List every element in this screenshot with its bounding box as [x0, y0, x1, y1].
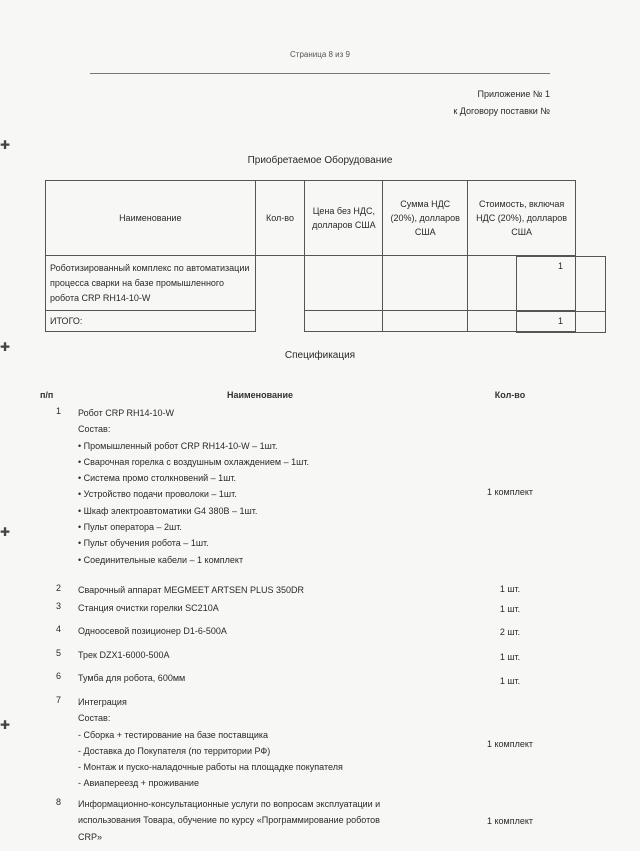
table-header-row: [46, 181, 576, 256]
col-header-name: Наименование: [46, 181, 256, 256]
spec-composition-label: Состав:: [78, 713, 111, 724]
spec-item-qty: 1 комплект: [486, 816, 534, 826]
header-divider: [90, 73, 550, 74]
cell-qty: 1: [516, 256, 606, 312]
spec-component: • Шкаф электроавтоматики G4 380В – 1шт.: [78, 505, 258, 516]
col-header-qty: Кол-во: [255, 181, 305, 256]
col-header-total: Стоимость, включая НДС (20%), долларов США: [468, 181, 576, 256]
spec-item-number: 2: [56, 583, 62, 593]
spec-item-number: 7: [56, 695, 62, 705]
specification-title: Спецификация: [284, 350, 356, 361]
spec-component: • Устройство подачи проволоки – 1шт.: [78, 489, 237, 500]
spec-col-qty-header: Кол-во: [494, 390, 526, 400]
total-empty-cell: [383, 311, 468, 332]
spec-item-qty: 1 шт.: [499, 652, 521, 662]
spec-component: • Соединительные кабели – 1 комплект: [78, 554, 244, 565]
spec-col-name-header: Наименование: [226, 390, 294, 400]
spec-item-name: Тумба для робота, 600мм: [78, 673, 186, 683]
spec-item-name: Станция очистки горелки SC210A: [78, 603, 219, 613]
appendix-contract-ref: к Договору поставки №: [453, 106, 550, 116]
binding-hole-mark: ✚: [0, 718, 11, 732]
spec-component: • Сварочная горелка с воздушным охлаждением – 1шт.: [78, 456, 309, 467]
col-header-price: Цена без НДС, долларов США: [305, 181, 383, 256]
spec-col-num-header: п/п: [40, 390, 54, 400]
spec-component: - Доставка до Покупателя (по территории РФ): [78, 745, 271, 756]
spec-component: • Пульт оператора – 2шт.: [78, 522, 182, 533]
spec-item-qty: 1 комплект: [486, 487, 534, 497]
spec-component: - Авиапереезд + проживание: [78, 778, 199, 789]
spec-item-qty: 1 комплект: [486, 739, 534, 749]
spec-item-qty: 1 шт.: [499, 584, 521, 594]
total-label: ИТОГО:: [46, 311, 256, 332]
spec-item-1: [78, 405, 309, 568]
spec-item-number: 6: [56, 671, 62, 681]
table-row: [46, 256, 576, 311]
spec-component: • Промышленный робот CRP RH14-10-W – 1шт.: [78, 440, 278, 451]
equipment-table: [45, 180, 576, 332]
appendix-block: [453, 86, 550, 120]
spec-item-name: Интеграция: [78, 697, 127, 707]
spec-component: • Система промо столкновений – 1шт.: [78, 473, 237, 484]
cell-vat: [383, 256, 468, 311]
cell-price: [305, 256, 383, 311]
spec-item-name: Робот CRP RH14-10-W: [78, 408, 175, 418]
spec-item-name: Сварочный аппарат MEGMEET ARTSEN PLUS 350DR: [78, 585, 305, 595]
total-empty-cell: [305, 311, 383, 332]
cell-name: Роботизированный комплекс по автоматизации процесса сварки на базе промышленного робота CRP RH14-10-W: [46, 256, 256, 311]
spec-item-7: [78, 694, 343, 792]
spec-item-name-line: Информационно-консультационные услуги по вопросам эксплуатации и: [78, 799, 381, 809]
spec-item-name-line: CRP»: [78, 831, 103, 842]
spec-item-number: 8: [56, 797, 62, 807]
spec-item-number: 4: [56, 624, 62, 634]
spec-item-name-line: использования Товара, обучение по курсу «Программирование роботов: [78, 815, 380, 826]
page-number: Страница 8 из 9: [290, 50, 350, 59]
spec-item-number: 5: [56, 648, 62, 658]
spec-item-8: [78, 796, 380, 845]
table-total-row: [46, 311, 576, 332]
spec-item-number: 1: [56, 406, 62, 416]
spec-component: - Сборка + тестирование на базе поставщика: [78, 729, 269, 740]
spec-item-name: Трек DZX1-6000-500A: [78, 650, 170, 660]
binding-hole-mark: ✚: [0, 138, 11, 152]
appendix-title: Приложение № 1: [477, 89, 550, 99]
binding-hole-mark: ✚: [0, 525, 11, 539]
spec-item-name: Одноосевой позиционер D1-6-500A: [78, 626, 227, 636]
spec-composition-label: Состав:: [78, 424, 111, 435]
spec-item-qty: 2 шт.: [499, 627, 521, 637]
spec-component: • Пульт обучения робота – 1шт.: [78, 538, 209, 549]
total-qty: 1: [516, 311, 606, 333]
spec-component: - Монтаж и пуско-наладочные работы на площадке покупателя: [78, 762, 343, 773]
binding-hole-mark: ✚: [0, 340, 11, 354]
equipment-table-title: Приобретаемое Оборудование: [247, 155, 393, 166]
spec-item-qty: 1 шт.: [499, 604, 521, 614]
spec-item-number: 3: [56, 601, 62, 611]
col-header-vat: Сумма НДС (20%), долларов США: [383, 181, 468, 256]
spec-item-qty: 1 шт.: [499, 676, 521, 686]
